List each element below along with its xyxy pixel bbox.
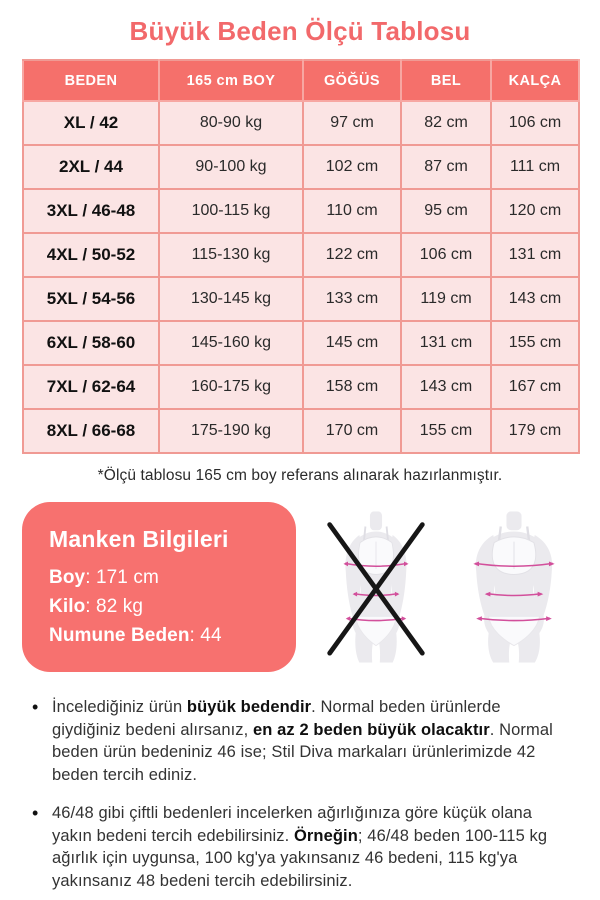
note-text: ; 46/48 beden 100-115 kg ağırlık için uygunsa, 100 kg'ya yakınsanız 46 bedeni, 115 kg'ya yakınsanız 48 bedeni tercih edebilirsiniz. <box>52 826 548 890</box>
cell-weight: 160-175 kg <box>159 365 303 409</box>
cell-hip: 131 cm <box>491 233 579 277</box>
table-row <box>23 189 579 233</box>
note-bold-text: Örneğin <box>293 826 358 845</box>
table-footnote: *Ölçü tablosu 165 cm boy referans alınarak hazırlanmıştır. <box>97 467 503 484</box>
model-height-line <box>49 567 286 589</box>
cell-waist: 87 cm <box>401 145 491 189</box>
cell-weight: 80-90 kg <box>159 101 303 145</box>
cell-weight: 175-190 kg <box>159 409 303 453</box>
note-text: 46/48 gibi çiftli bedenleri incelerken ağırlığınıza göre küçük olana yakın bedeni tercih edebilirsiniz. <box>52 804 533 845</box>
plus-body-figure-wrap <box>462 510 566 664</box>
column-header-boy: 165 cm BOY <box>159 60 303 101</box>
cell-bust: 102 cm <box>303 145 401 189</box>
table-row <box>23 365 579 409</box>
column-header-kalca: KALÇA <box>491 60 579 101</box>
cell-size: 2XL / 44 <box>23 145 159 189</box>
cell-weight: 90-100 kg <box>159 145 303 189</box>
size-table <box>22 59 580 454</box>
model-weight-line <box>49 596 286 618</box>
cell-size: 5XL / 54-56 <box>23 277 159 321</box>
table-row <box>23 409 579 453</box>
model-sample-size-line <box>49 625 286 647</box>
cell-hip: 106 cm <box>491 101 579 145</box>
column-header-gogus: GÖĞÜS <box>303 60 401 101</box>
column-header-bel: BEL <box>401 60 491 101</box>
cell-waist: 155 cm <box>401 409 491 453</box>
cell-hip: 143 cm <box>491 277 579 321</box>
plus-body-figure <box>462 510 566 664</box>
model-weight-value: : 82 kg <box>85 596 144 617</box>
note-item-2 <box>30 802 570 892</box>
table-row <box>23 101 579 145</box>
normal-body-figure-crossed <box>324 510 428 664</box>
model-weight-label: Kilo <box>49 596 86 617</box>
model-height-value: : 171 cm <box>85 567 159 588</box>
cell-hip: 179 cm <box>491 409 579 453</box>
cell-size: XL / 42 <box>23 101 159 145</box>
normal-body-figure <box>324 510 428 664</box>
note-text: . Normal beden ürünlerde giydiğiniz bedeni alırsanız, <box>52 698 501 739</box>
body-figures <box>296 502 578 672</box>
table-row <box>23 233 579 277</box>
cell-bust: 145 cm <box>303 321 401 365</box>
cell-waist: 95 cm <box>401 189 491 233</box>
cell-weight: 100-115 kg <box>159 189 303 233</box>
note-item-1 <box>30 696 570 786</box>
cell-size: 6XL / 58-60 <box>23 321 159 365</box>
cell-bust: 133 cm <box>303 277 401 321</box>
notes-section <box>30 696 570 892</box>
cell-waist: 131 cm <box>401 321 491 365</box>
model-sample-size-label: Numune Beden <box>49 625 190 646</box>
note-text: İncelediğiniz ürün <box>52 698 187 716</box>
cell-size: 7XL / 62-64 <box>23 365 159 409</box>
column-header-beden: BEDEN <box>23 60 159 101</box>
cell-size: 8XL / 66-68 <box>23 409 159 453</box>
note-bold-text: en az 2 beden büyük olacaktır <box>253 720 490 739</box>
cell-size: 3XL / 46-48 <box>23 189 159 233</box>
cell-hip: 155 cm <box>491 321 579 365</box>
size-chart-page <box>0 16 600 900</box>
cell-bust: 97 cm <box>303 101 401 145</box>
cell-bust: 158 cm <box>303 365 401 409</box>
table-row <box>23 321 579 365</box>
model-height-label: Boy <box>49 567 86 588</box>
table-header-row <box>23 60 579 101</box>
cell-weight: 145-160 kg <box>159 321 303 365</box>
table-row <box>23 145 579 189</box>
note-text: . Normal beden ürün bedeniniz 46 ise; Stil Diva markaları ürünlerimizde 42 beden tercih ediniz. <box>52 720 553 784</box>
cell-waist: 143 cm <box>401 365 491 409</box>
cell-hip: 111 cm <box>491 145 579 189</box>
cell-bust: 122 cm <box>303 233 401 277</box>
cell-hip: 167 cm <box>491 365 579 409</box>
model-info-card <box>22 502 296 672</box>
cell-weight: 115-130 kg <box>159 233 303 277</box>
model-info-title: Manken Bilgileri <box>49 526 229 552</box>
cell-waist: 82 cm <box>401 101 491 145</box>
table-row <box>23 277 579 321</box>
cell-waist: 119 cm <box>401 277 491 321</box>
model-sample-size-value: : 44 <box>189 625 222 646</box>
note-bold-text: büyük bedendir <box>186 698 312 716</box>
cell-bust: 110 cm <box>303 189 401 233</box>
cell-size: 4XL / 50-52 <box>23 233 159 277</box>
cell-bust: 170 cm <box>303 409 401 453</box>
cell-hip: 120 cm <box>491 189 579 233</box>
page-title: Büyük Beden Ölçü Tablosu <box>129 16 471 46</box>
cell-waist: 106 cm <box>401 233 491 277</box>
cell-weight: 130-145 kg <box>159 277 303 321</box>
model-info-section <box>22 502 578 672</box>
